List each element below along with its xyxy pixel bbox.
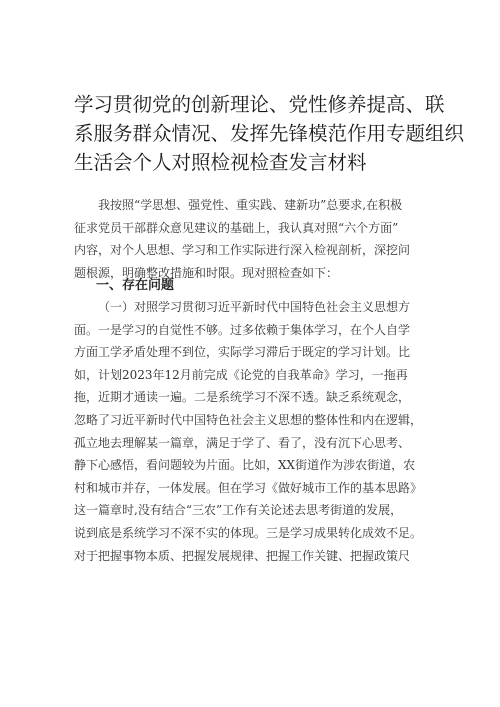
- body-paragraph: [74, 296, 430, 567]
- document-title: [74, 90, 465, 177]
- paragraph-line: 面。一是学习的自觉性不够。过多依赖于集体学习，在个人自学: [74, 322, 411, 337]
- intro-line: 内容，对个人思想、学习和工作实际进行深入检视剖析，深挖问: [74, 243, 411, 257]
- paragraph-line: 如，计划2023年12月前完成《论党的自我革命》学习，一拖再: [74, 367, 408, 382]
- section-heading: 一、存在问题: [96, 278, 175, 293]
- paragraph-line: 说到底是系统学习不深不实的体现。三是学习成果转化成效不足。: [74, 525, 423, 540]
- paragraph-line: 对于把握事物本质、把握发展规律、把握工作关键、把握政策尺: [74, 548, 411, 563]
- intro-line: 我按照“学思想、强党性、重实践、建新功”总要求,在积极: [98, 198, 403, 212]
- paragraph-line: 忽略了习近平新时代中国特色社会主义思想的整体性和内在逻辑，: [74, 412, 423, 427]
- paragraph-line: 这一篇章时,没有结合“三农”工作有关论述去思考街道的发展，: [74, 503, 403, 518]
- intro-line: 题根源，明确整改措施和时限。现对照检查如下：: [74, 265, 339, 280]
- intro-line: 征求党员干部群众意见建议的基础上，我认真对照“六个方面”: [74, 220, 399, 235]
- intro-paragraph: [74, 194, 430, 284]
- title-line: 学习贯彻党的创新理论、党性修养提高、联: [74, 93, 445, 116]
- paragraph-line: 静下心感悟，看问题较为片面。比如，XX街道作为涉农街道，农: [74, 458, 416, 473]
- title-line: 系服务群众情况、发挥先锋模范作用专题组织: [74, 122, 465, 145]
- paragraph-line: 村和城市并存，一体发展。但在学习《做好城市工作的基本思路》: [74, 480, 423, 495]
- title-line: 生活会个人对照检视检查发言材料: [74, 151, 367, 174]
- paragraph-line: 孤立地去理解某一篇章，满足于学了、看了，没有沉下心思考、: [74, 435, 411, 450]
- paragraph-line: （一）对照学习贯彻习近平新时代中国特色社会主义思想方: [98, 300, 411, 314]
- paragraph-line: 拖，近期才通读一遍。二是系统学习不深不透。缺乏系统观念，: [74, 390, 411, 405]
- paragraph-line: 方面工学矛盾处理不到位，实际学习滞后于既定的学习计划。比: [74, 345, 411, 360]
